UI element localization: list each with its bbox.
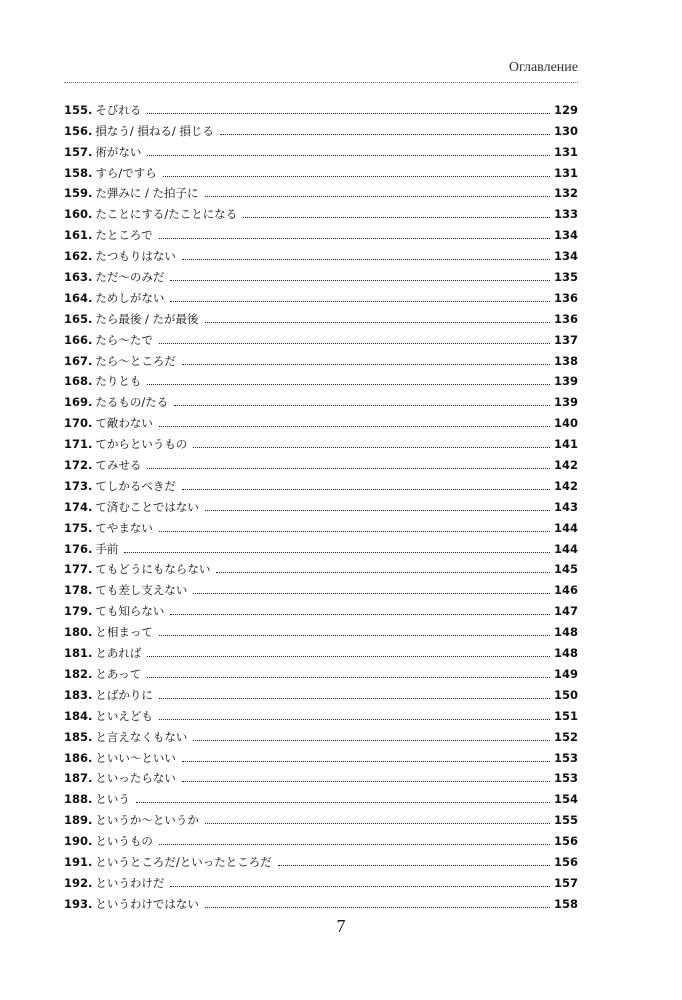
toc-entry-number: 166. [64,332,93,347]
toc-entry [64,180,578,201]
toc-entry-number: 193. [64,896,93,911]
toc-entry-title: とあって [95,666,142,681]
dot-leader [147,468,550,469]
toc-entry-page: 148 [553,646,578,661]
dot-leader [147,656,550,657]
toc-entry [64,347,578,368]
page-number: 7 [336,916,346,936]
toc-entry-title: たことにする/たことになる [95,207,238,222]
toc-entry-page: 157 [553,875,578,890]
toc-entry-number: 191. [64,854,93,869]
toc-entry-number: 158. [64,165,93,180]
toc-entry-page: 130 [553,123,578,138]
toc-entry-title: ためしがない [95,290,165,305]
toc-entry-number: 188. [64,792,93,807]
dot-leader [182,489,550,490]
toc-entry [64,869,578,890]
toc-entry-number: 161. [64,228,93,243]
toc-entry-number: 165. [64,311,93,326]
toc-entry [64,806,578,827]
dot-leader [159,844,550,845]
dot-leader [193,740,550,741]
toc-entry-page: 139 [553,374,578,389]
toc-entry-number: 178. [64,583,93,598]
toc-entry [64,618,578,639]
toc-entry-title: といったらない [95,771,176,786]
toc-entry-title: たら最後 / たが最後 [95,311,199,326]
toc-entry-number: 168. [64,374,93,389]
toc-entry-page: 151 [553,708,578,723]
toc-entry [64,159,578,180]
toc-entry-page: 134 [553,249,578,264]
toc-entry [64,744,578,765]
toc-entry [64,221,578,242]
dot-leader [147,384,550,385]
toc-entry-number: 167. [64,353,93,368]
toc-entry-number: 176. [64,541,93,556]
toc-entry-number: 157. [64,144,93,159]
dot-leader [182,259,550,260]
dot-leader [278,865,550,866]
toc-entry-title: て敵わない [95,416,153,431]
toc-entry-title: 術がない [95,144,142,159]
dot-leader [170,301,550,302]
toc-entry-number: 156. [64,123,93,138]
dot-leader [220,134,550,135]
toc-entry [64,368,578,389]
toc-entry-title: という [95,792,130,807]
dot-leader [159,531,550,532]
toc-entry-title: たりとも [95,374,142,389]
toc-entry-title: ても知らない [95,604,165,619]
dot-leader [174,405,550,406]
toc-entry-title: というもの [95,834,153,849]
toc-entry-page: 136 [553,290,578,305]
dot-leader [205,907,550,908]
toc-entry-page: 137 [553,332,578,347]
toc-entry [64,200,578,221]
toc-entry [64,785,578,806]
toc-entry-number: 182. [64,666,93,681]
dot-leader [147,155,550,156]
toc-entry-title: て済むことではない [95,499,199,514]
toc-entry-title: そびれる [95,102,142,117]
toc-entry-page: 141 [553,437,578,452]
toc-entry [64,472,578,493]
dot-leader [170,280,550,281]
toc-entry [64,765,578,786]
toc-entry-page: 143 [553,499,578,514]
toc-entry-title: てもどうにもならない [95,562,211,577]
dot-leader [136,802,550,803]
dot-leader [205,823,550,824]
toc-entry-page: 142 [553,478,578,493]
toc-entry-title: とばかりに [95,687,153,702]
toc-entry-number: 170. [64,416,93,431]
toc-entry-number: 184. [64,708,93,723]
toc-entry-page: 155 [553,813,578,828]
toc-entry-page: 135 [553,270,578,285]
toc-entry-number: 187. [64,771,93,786]
toc-entry-title: と言えなくもない [95,729,188,744]
toc-entry-page: 139 [553,395,578,410]
toc-entry-title: というわけだ [95,875,165,890]
toc-entry-page: 149 [553,666,578,681]
toc-entry [64,409,578,430]
dot-leader [205,510,550,511]
toc-entry-title: たるもの/たる [95,395,169,410]
toc-entry [64,388,578,409]
toc-entry [64,138,578,159]
toc-entry-title: てしかるべきだ [95,478,176,493]
toc-entry-page: 144 [553,520,578,535]
dot-leader [243,217,550,218]
toc-entry-number: 179. [64,604,93,619]
toc-entry-page: 150 [553,687,578,702]
toc-entry-number: 177. [64,562,93,577]
toc-entry-page: 140 [553,416,578,431]
toc-entry-number: 192. [64,875,93,890]
toc-entry [64,493,578,514]
toc-entry [64,535,578,556]
toc-entry [64,305,578,326]
toc-entry-number: 171. [64,437,93,452]
toc-entry-title: てからというもの [95,437,188,452]
toc-entry [64,681,578,702]
toc-entry-number: 159. [64,186,93,201]
toc-entry-number: 183. [64,687,93,702]
toc-entry-number: 155. [64,102,93,117]
toc-entry [64,326,578,347]
toc-entry-title: た弾みに / た拍子に [95,186,199,201]
toc-entry [64,660,578,681]
dot-leader [163,176,550,177]
toc-entry [64,514,578,535]
dot-leader [159,698,550,699]
dot-leader [147,113,550,114]
toc-entry-page: 136 [553,311,578,326]
toc-entry [64,576,578,597]
toc-entry-number: 181. [64,646,93,661]
toc-entry-page: 132 [553,186,578,201]
toc-entry-number: 180. [64,625,93,640]
toc-entry-page: 133 [553,207,578,222]
toc-entry [64,827,578,848]
toc-entry [64,639,578,660]
toc-entry-title: というわけではない [95,896,199,911]
toc-entry-number: 174. [64,499,93,514]
toc-entry-page: 134 [553,228,578,243]
toc-entry-page: 152 [553,729,578,744]
page-header-title: Оглавление [508,60,578,75]
toc-entry-title: ただ～のみだ [95,270,165,285]
toc-entry-number: 175. [64,520,93,535]
dot-leader [159,635,550,636]
toc-entry-page: 156 [553,834,578,849]
toc-entry-number: 169. [64,395,93,410]
toc-entry-title: とあれば [95,646,142,661]
toc-entry-title: てやまない [95,520,153,535]
dot-leader [170,886,550,887]
toc-entry-page: 138 [553,353,578,368]
dot-leader [182,364,550,365]
dot-leader [159,719,550,720]
toc-entry-title: ても差し支えない [95,583,188,598]
toc-entry-number: 163. [64,270,93,285]
toc-entry-page: 145 [553,562,578,577]
toc-entry [64,242,578,263]
toc-entry-title: 損なう/ 損ねる/ 損じる [95,123,214,138]
toc-entry-title: といい～といい [95,750,176,765]
toc-entry-page: 148 [553,625,578,640]
toc-entry-title: というか～というか [95,813,199,828]
toc-entry-title: すら/ですら [95,165,157,180]
toc-entry [64,117,578,138]
dot-leader [182,781,550,782]
toc-entry [64,451,578,472]
toc-entry-title: といえども [95,708,153,723]
toc-entry-number: 189. [64,813,93,828]
dot-leader [182,761,550,762]
toc-entry-page: 131 [553,144,578,159]
toc-entry [64,556,578,577]
toc-entry-title: てみせる [95,458,142,473]
dot-leader [170,614,550,615]
dot-leader [216,572,550,573]
table-of-contents [64,96,578,911]
toc-entry-number: 162. [64,249,93,264]
toc-entry-page: 131 [553,165,578,180]
toc-entry-page: 146 [553,583,578,598]
toc-entry-title: たつもりはない [95,249,176,264]
toc-entry-page: 154 [553,792,578,807]
toc-entry [64,284,578,305]
toc-entry-title: たところで [95,228,153,243]
toc-entry-title: と相まって [95,625,153,640]
header-divider [64,82,578,83]
toc-entry-page: 156 [553,854,578,869]
toc-entry [64,96,578,117]
toc-entry-title: 手前 [95,541,119,556]
toc-entry-title: というところだ/といったところだ [95,854,272,869]
dot-leader [147,677,550,678]
toc-entry-page: 153 [553,771,578,786]
toc-entry [64,430,578,451]
toc-entry-number: 173. [64,478,93,493]
dot-leader [124,552,550,553]
toc-entry-number: 164. [64,290,93,305]
dot-leader [193,593,550,594]
toc-entry [64,890,578,911]
toc-entry [64,723,578,744]
dot-leader [159,343,550,344]
toc-entry-page: 129 [553,102,578,117]
toc-entry-title: たら～たで [95,332,153,347]
toc-entry [64,702,578,723]
toc-entry [64,848,578,869]
toc-entry [64,597,578,618]
dot-leader [159,238,550,239]
toc-entry [64,263,578,284]
toc-entry-page: 142 [553,458,578,473]
dot-leader [159,426,550,427]
dot-leader [193,447,550,448]
dot-leader [205,196,550,197]
toc-entry-number: 186. [64,750,93,765]
toc-entry-page: 158 [553,896,578,911]
toc-entry-number: 185. [64,729,93,744]
toc-entry-number: 190. [64,834,93,849]
toc-entry-page: 153 [553,750,578,765]
toc-entry-number: 160. [64,207,93,222]
toc-entry-number: 172. [64,458,93,473]
toc-entry-page: 147 [553,604,578,619]
dot-leader [205,322,550,323]
toc-entry-page: 144 [553,541,578,556]
toc-entry-title: たら～ところだ [95,353,176,368]
